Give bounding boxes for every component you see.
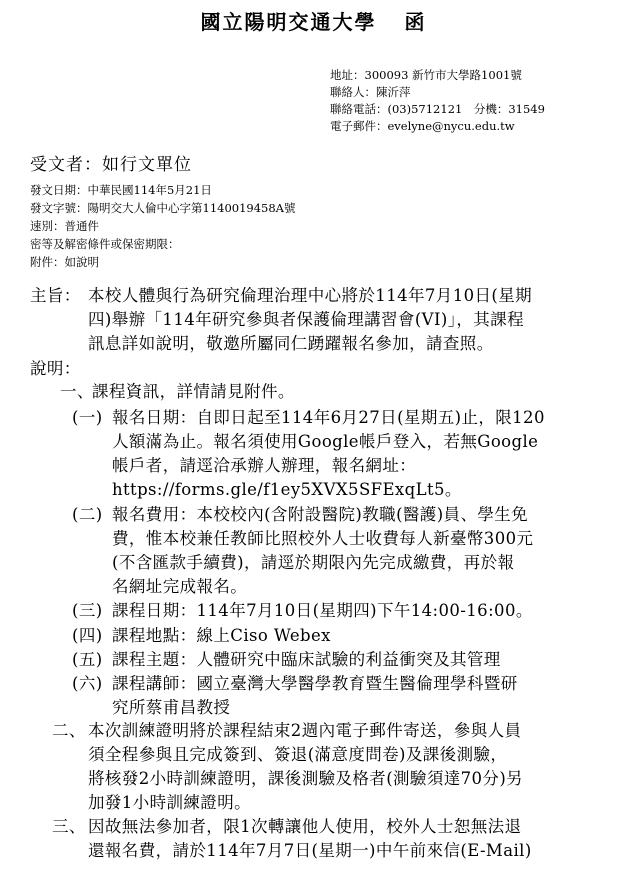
doc-type: 函 xyxy=(404,10,427,34)
document-number: 發文字號：陽明交大人倫中心字第1140019458A號 xyxy=(30,201,296,215)
item-line: 課程講師：國立臺灣大學醫學教育暨生醫倫理學科暨研 xyxy=(112,674,518,693)
attachment-note: 附件：如說明 xyxy=(30,255,99,269)
section-line: 還報名費，請於114年7月7日(星期一)中午前來信(E-Mail) xyxy=(88,841,532,860)
item-marker: (四) xyxy=(72,626,103,645)
subject-line: 本校人體與行為研究倫理治理中心將於114年7月10日(星期 xyxy=(88,286,533,305)
section-line: 加發1小時訓練證明。 xyxy=(88,793,251,812)
secrecy-level: 密等及解密條件或保密期限： xyxy=(30,237,180,251)
item-line: 課程日期：114年7月10日(星期四)下午14:00-16:00。 xyxy=(112,601,533,620)
item-line: 帳戶者，請逕洽承辦人辦理，報名網址： xyxy=(112,456,417,475)
section-marker: 二、 xyxy=(52,721,86,740)
section-marker: 三、 xyxy=(52,817,86,836)
item-marker: (三) xyxy=(72,601,103,620)
org-name: 國立陽明交通大學 xyxy=(200,10,377,34)
issue-date: 發文日期：中華民國114年5月21日 xyxy=(30,183,212,197)
section-marker: 一、 xyxy=(60,382,94,401)
item-line: 報名費用：本校校內(含附設醫院)教職(醫護)員、學生免 xyxy=(112,505,529,524)
subject-line: 訊息詳如說明，敬邀所屬同仁踴躍報名參加，請查照。 xyxy=(88,334,494,353)
contact-email: 電子郵件：evelyne@nycu.edu.tw xyxy=(330,119,515,133)
item-line: 報名日期：自即日起至114年6月27日(星期五)止，限120 xyxy=(112,408,545,427)
item-marker: (二) xyxy=(72,505,103,524)
item-line: 名網址完成報名。 xyxy=(112,577,248,596)
delivery-speed: 速別：普通件 xyxy=(30,219,99,233)
item-line: 課程主題：人體研究中臨床試驗的利益衝突及其管理 xyxy=(112,650,501,669)
recipient: 受文者：如行文單位 xyxy=(30,155,192,175)
item-line: https://forms.gle/f1ey5XVX5SFExqLt5。 xyxy=(112,480,462,499)
contact-person: 聯絡人：陳沂萍 xyxy=(330,85,411,99)
item-line: 究所蔡甫昌教授 xyxy=(112,698,231,717)
subject-label: 主旨： xyxy=(30,286,81,305)
item-marker: (六) xyxy=(72,674,103,693)
letter-title xyxy=(0,6,627,35)
explanation-label: 說明： xyxy=(30,359,81,378)
subject-line: 四)舉辦「114年研究參與者保護倫理講習會(VI)」，其課程 xyxy=(88,310,524,329)
section-line: 須全程參與且完成簽到、簽退(滿意度問卷)及課後測驗， xyxy=(88,745,508,764)
section-line: 將核發2小時訓練證明，課後測驗及格者(測驗須達70分)另 xyxy=(88,769,524,788)
item-marker: (一) xyxy=(72,408,103,427)
item-line: 費，惟本校兼任教師比照校外人士收費每人新臺幣300元 xyxy=(112,529,534,548)
section-line: 課程資訊，詳情請見附件。 xyxy=(92,382,295,401)
item-line: 人額滿為止。報名須使用Google帳戶登入，若無Google xyxy=(112,432,539,451)
contact-address: 地址：300093 新竹市大學路1001號 xyxy=(330,68,522,82)
contact-phone: 聯絡電話：(03)5712121 分機：31549 xyxy=(330,102,545,116)
item-marker: (五) xyxy=(72,650,103,669)
section-line: 本次訓練證明將於課程結束2週內電子郵件寄送，參與人員 xyxy=(88,721,522,740)
item-line: (不含匯款手續費)，請逕於期限內先完成繳費，再於報 xyxy=(112,553,515,572)
section-line: 因故無法參加者，限1次轉讓他人使用，校外人士恕無法退 xyxy=(88,817,522,836)
item-line: 課程地點：線上Ciso Webex xyxy=(112,626,331,645)
